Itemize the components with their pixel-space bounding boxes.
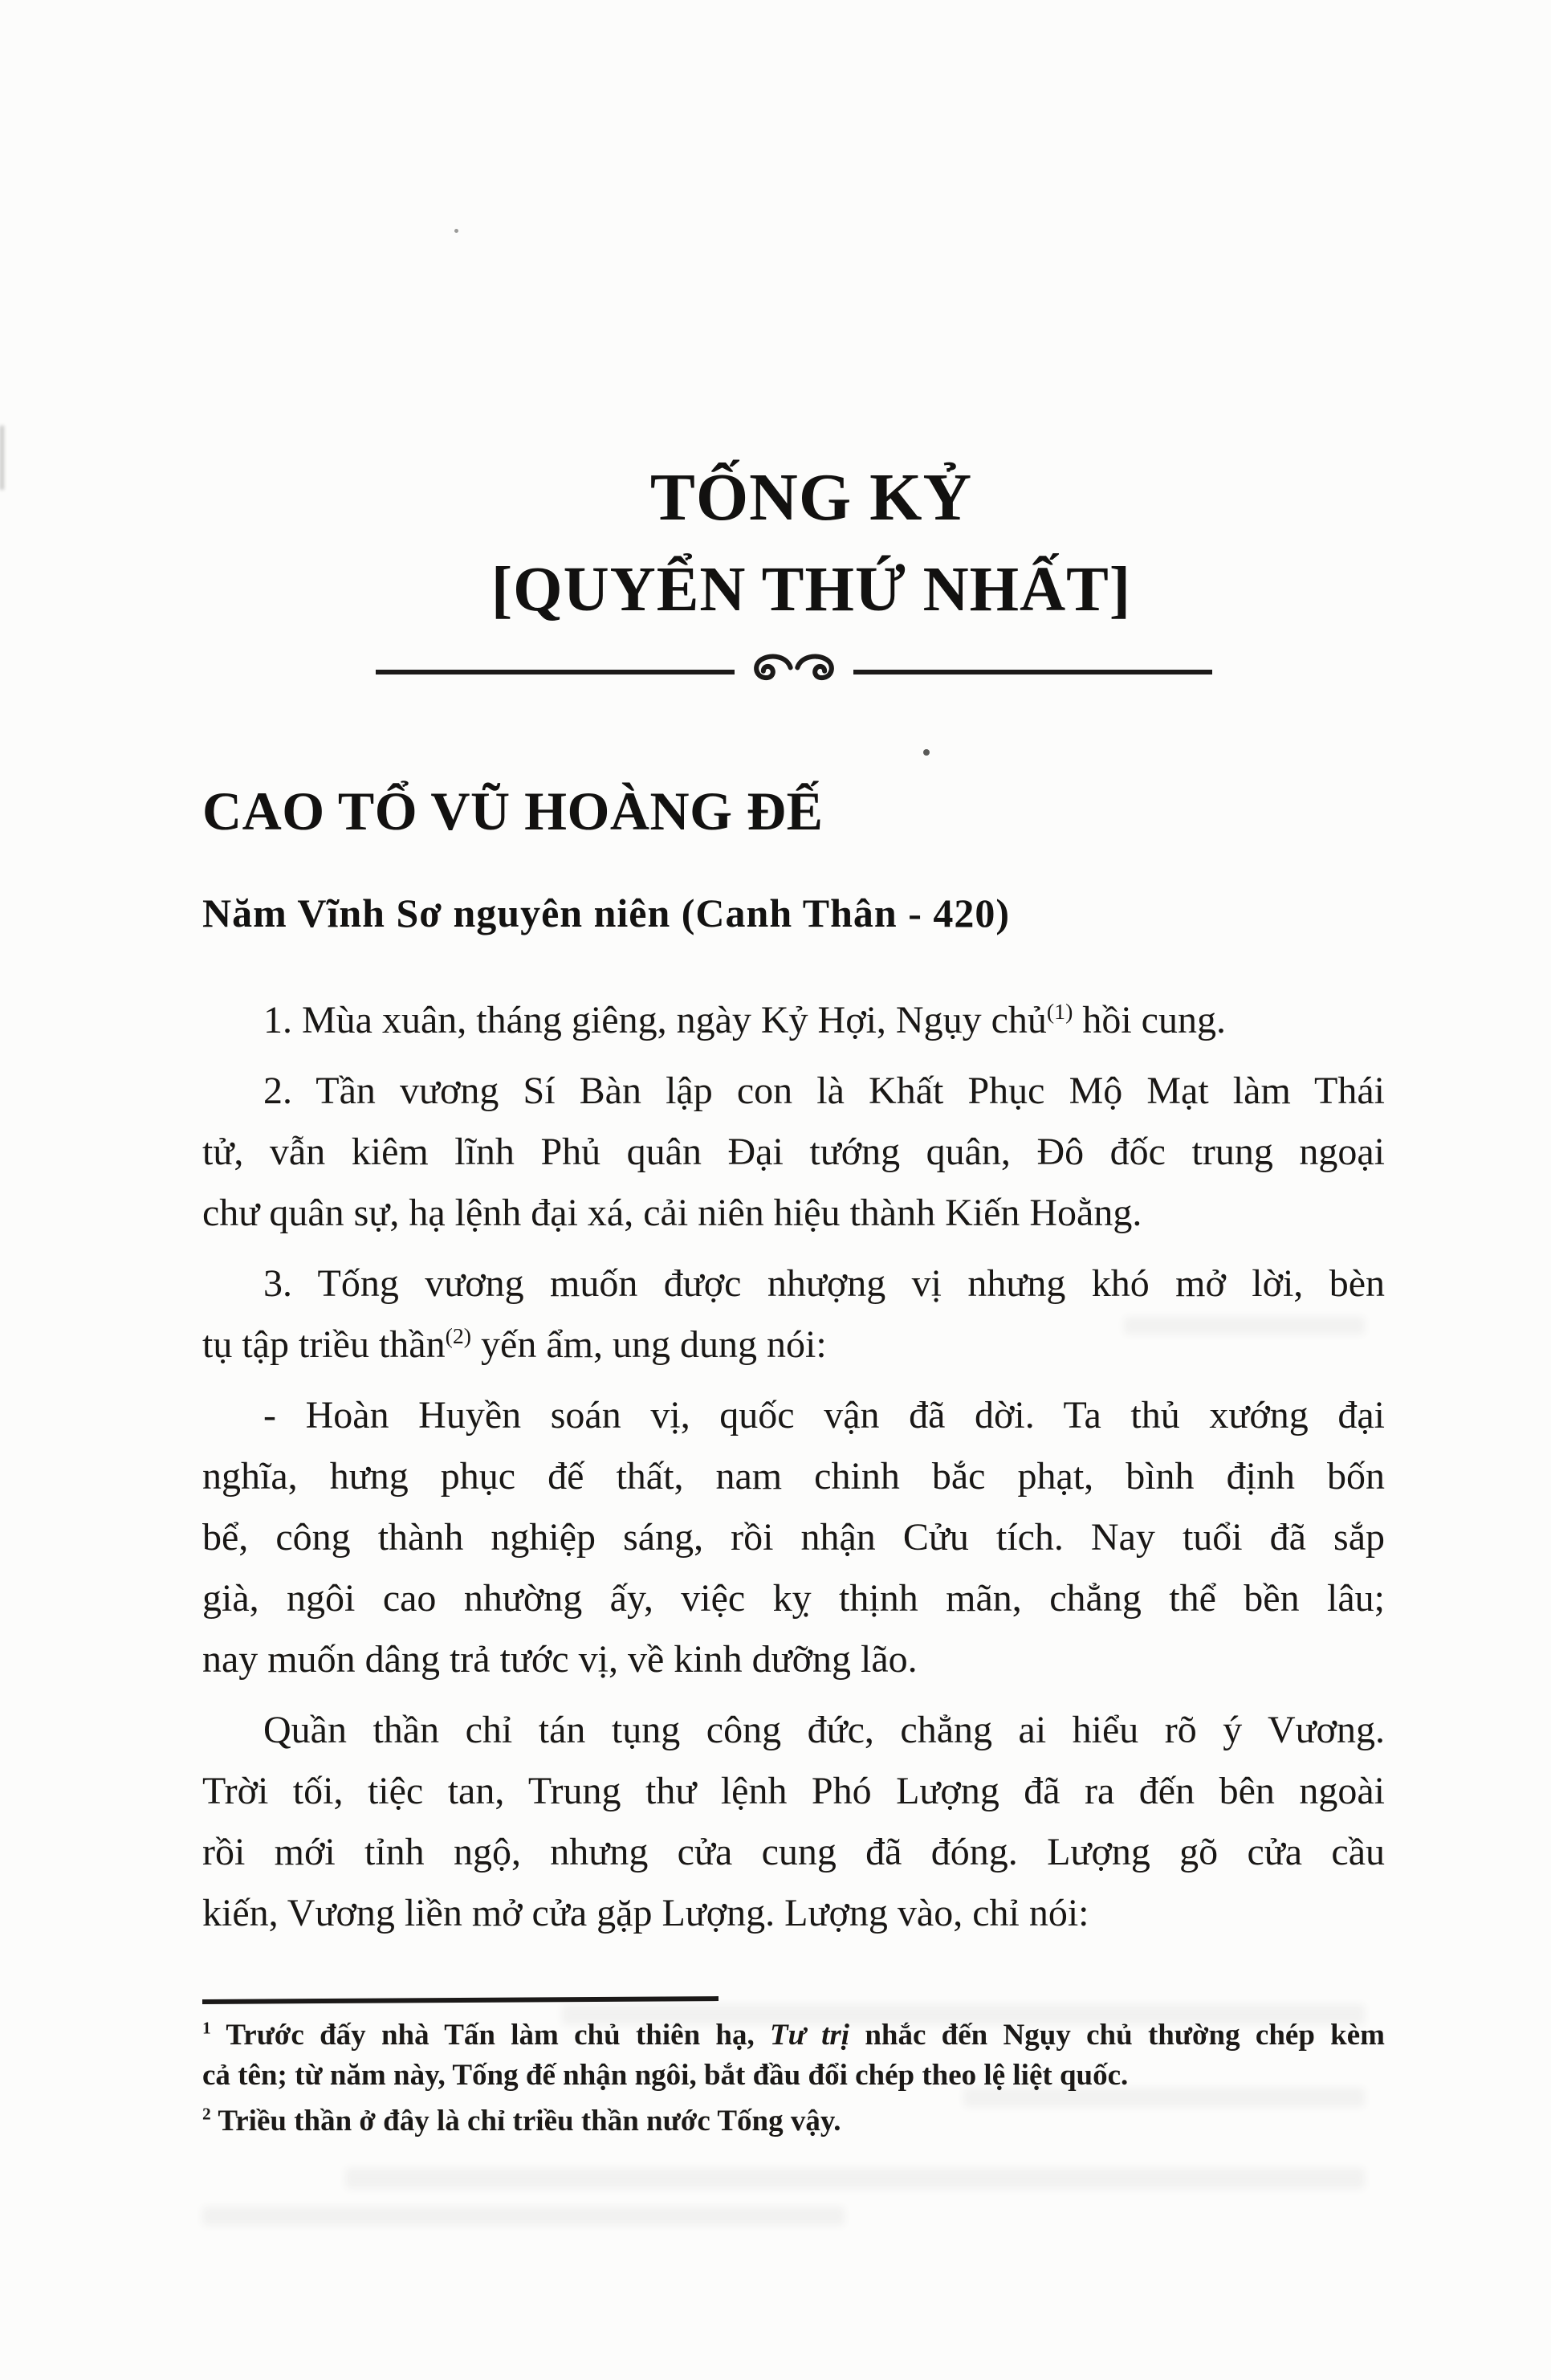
text-line xyxy=(202,1183,1385,1244)
text-segment: nhắc đến Ngụy chủ thường chép kèm xyxy=(849,2019,1385,2052)
text-segment: hồi cung. xyxy=(1073,999,1226,1041)
text-segment: rồi mới tỉnh ngộ, nhưng cửa cung đã đóng. Lượng gõ cửa cầu xyxy=(202,1831,1385,1873)
scan-edge-streak xyxy=(0,426,4,490)
text-segment: Tư trị xyxy=(770,2019,850,2052)
text-segment: Quần thần chỉ tán tụng công đức, chẳng ai hiểu rõ ý Vương. xyxy=(263,1709,1385,1751)
paragraph xyxy=(202,1061,1385,1244)
divider-rule-right xyxy=(853,670,1212,674)
bleed-through-artifact xyxy=(345,2168,1365,2189)
text-segment: Triều thần ở đây là chỉ triều thần nước Tống vậy. xyxy=(210,2105,841,2138)
title-block xyxy=(202,459,1402,625)
text-segment: bể, công thành nghiệp sáng, rồi nhận Cửu tích. Nay tuổi đã sắp xyxy=(202,1516,1385,1559)
text-segment: tụ tập triều thần xyxy=(202,1323,446,1366)
text-line xyxy=(202,1568,1385,1629)
footnote-marker: 2 xyxy=(202,2104,211,2124)
text-line xyxy=(202,1385,1385,1446)
text-line xyxy=(202,1700,1385,1761)
text-segment: chư quân sự, hạ lệnh đại xá, cải niên hiệu thành Kiến Hoằng. xyxy=(202,1192,1142,1234)
footnote-separator xyxy=(202,1996,719,2004)
text-line xyxy=(202,1446,1385,1507)
section-heading: CAO TỔ VŨ HOÀNG ĐẾ xyxy=(202,780,824,842)
text-line xyxy=(202,1761,1385,1822)
text-segment: Trời tối, tiệc tan, Trung thư lệnh Phó Lượng đã ra đến bên ngoài xyxy=(202,1770,1385,1812)
text-segment: yến ẩm, ung dung nói: xyxy=(471,1323,827,1366)
text-line xyxy=(202,1883,1385,1944)
text-segment: tử, vẫn kiêm lĩnh Phủ quân Đại tướng quân, Đô đốc trung ngoại xyxy=(202,1131,1385,1173)
text-line xyxy=(202,2015,1385,2056)
paragraph xyxy=(202,2015,1385,2096)
text-segment: kiến, Vương liền mở cửa gặp Lượng. Lượng vào, chỉ nói: xyxy=(202,1892,1089,1934)
text-segment: - Hoàn Huyền soán vị, quốc vận đã dời. Ta thủ xướng đại xyxy=(263,1394,1385,1437)
text-line xyxy=(202,2056,1385,2096)
text-line xyxy=(202,1061,1385,1122)
scan-speck xyxy=(454,229,458,233)
paragraph xyxy=(202,1385,1385,1690)
divider-rule-left xyxy=(376,670,735,674)
paragraph xyxy=(202,1253,1385,1375)
text-line xyxy=(202,1822,1385,1883)
footnotes xyxy=(202,2015,1385,2147)
text-line xyxy=(202,2101,1385,2142)
text-segment: nghĩa, hưng phục đế thất, nam chinh bắc phạt, bình định bốn xyxy=(202,1455,1385,1498)
text-segment: 2. Tần vương Sí Bàn lập con là Khất Phục Mộ Mạt làm Thái xyxy=(263,1070,1385,1112)
text-line xyxy=(202,1253,1385,1314)
paragraph xyxy=(202,990,1385,1051)
page-title: TỐNG KỶ xyxy=(649,460,973,535)
year-heading: Năm Vĩnh Sơ nguyên niên (Canh Thân - 420) xyxy=(202,890,1011,935)
footnote-marker: 1 xyxy=(202,2018,211,2038)
section-divider xyxy=(202,652,1385,691)
footnote-marker: (1) xyxy=(1046,1000,1073,1025)
text-line xyxy=(202,1507,1385,1568)
bleed-through-artifact xyxy=(202,2207,845,2226)
footnote-marker: (2) xyxy=(445,1324,472,1349)
text-segment: 1. Mùa xuân, tháng giêng, ngày Kỷ Hợi, Ngụy chủ xyxy=(263,999,1047,1041)
paragraph xyxy=(202,1700,1385,1944)
page-subtitle: [QUYỂN THỨ NHẤT] xyxy=(491,554,1132,625)
text-segment: Trước đấy nhà Tấn làm chủ thiên hạ, xyxy=(210,2019,771,2052)
text-line xyxy=(202,1629,1385,1690)
scan-speck xyxy=(923,749,930,756)
body-text xyxy=(202,990,1385,1954)
text-line xyxy=(202,990,1385,1051)
text-line xyxy=(202,1122,1385,1183)
text-line xyxy=(202,1314,1385,1375)
text-segment: nay muốn dâng trả tước vị, về kinh dưỡng lão. xyxy=(202,1638,918,1681)
text-segment: cả tên; từ năm này, Tống đế nhận ngôi, bắt đầu đổi chép theo lệ liệt quốc. xyxy=(202,2059,1129,2092)
text-segment: già, ngôi cao nhường ấy, việc kỵ thịnh mãn, chẳng thể bền lâu; xyxy=(202,1577,1385,1620)
scroll-ornament-icon xyxy=(752,651,836,692)
text-segment: 3. Tống vương muốn được nhượng vị nhưng khó mở lời, bèn xyxy=(263,1262,1385,1305)
paragraph xyxy=(202,2101,1385,2142)
